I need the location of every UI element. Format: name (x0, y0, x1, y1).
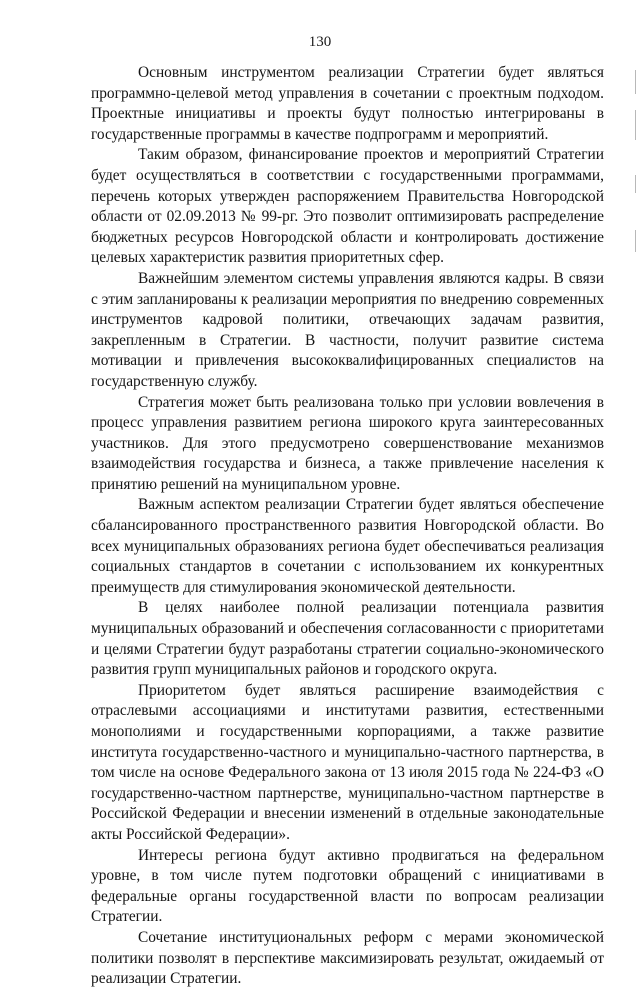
paragraph-spatial-development: Важным аспектом реализации Стратегии будет являться обеспечение сбалансированного пространственного развития Новгородской области. Во всех муниципальных образованиях региона будет обеспечиваться реализация социальных стандартов в сочетании с использованием их конкурентных преимуществ для стимулирования экономической деятельности. (91, 496, 604, 596)
paragraph-personnel: Важнейшим элементом системы управления являются кадры. В связи с этим запланированы к реализации мероприятия по внедрению современных инструментов кадровой политики, отвечающих задачам развития, закрепленным в Стратегии. В частности, получит развитие система мотивации и привлечения высококвалифицированных специалистов на государственную службу. (91, 269, 604, 390)
document-body (91, 63, 604, 990)
paragraph-conclusion: Сочетание институциональных реформ с мерами экономической политики позволят в перспективе максимизировать результат, ожидаемый от реализации Стратегии. (91, 928, 604, 988)
paragraph-federal-level: Интересы региона будут активно продвигаться на федеральном уровне, в том числе путем подготовки обращений с инициативами в федеральные органы государственной власти по вопросам реализации Стратегии. (91, 846, 604, 926)
scan-edge-mark (635, 70, 636, 94)
scan-edge-mark (635, 175, 636, 193)
page-number: 130 (308, 34, 332, 50)
paragraph-municipal-strategies: В целях наиболее полной реализации потенциала развития муниципальных образований и обеспечения согласованности с приоритетами и целями Стратегии будут разработаны стратегии социально-экономического развития групп муниципальных районов и городского округа. (91, 599, 604, 679)
paragraph-financing: Таким образом, финансирование проектов и мероприятий Стратегии будет осуществляться в соответствии с государственными программами, перечень которых утвержден распоряжением Правительства Новгородской области от 02.09.2013 № 99-рг. Это позволит оптимизировать распределение бюджетных ресурсов Новгородской области и контролировать достижение целевых характеристик развития приоритетных сфер. (91, 146, 604, 267)
paragraph-program-targeted-method: Основным инструментом реализации Стратегии будет являться программно-целевой метод управления в сочетании с проектным подходом. Проектные инициативы и проекты будут полностью интегрированы в государственные программы в качестве подпрограмм и мероприятий. (91, 64, 604, 143)
scan-edge-mark (635, 230, 636, 252)
paragraph-stakeholders: Стратегия может быть реализована только при условии вовлечения в процесс управления развитием региона широкого круга заинтересованных участников. Для этого предусмотрено совершенствование механизмов взаимодействия государства и бизнеса, а также привлечение населения к принятию решений на муниципальном уровне. (91, 393, 604, 493)
scan-edge-mark (635, 110, 636, 140)
paragraph-partnership: Приоритетом будет являться расширение взаимодействия с отраслевыми ассоциациями и институтами развития, естественными монополиями и государственными корпорациями, а также развитие института государственно-частного и муниципально-частного партнерства, в том числе на основе Федерального закона от 13 июля 2015 года № 224-ФЗ «О государственно-частном партнерстве, муниципально-частном партнерстве в Российской Федерации и внесении изменений в отдельные законодательные акты Российской Федерации». (91, 681, 604, 843)
